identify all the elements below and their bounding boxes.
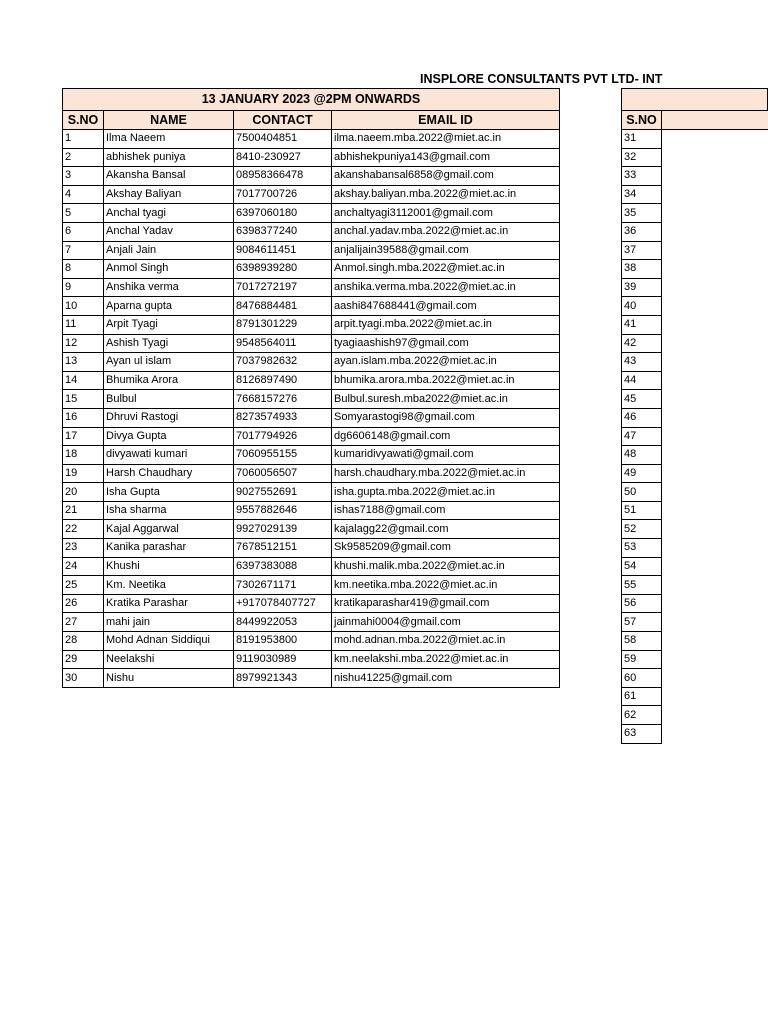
table-row [622, 594, 768, 613]
cell-contact: 8410-230927 [234, 148, 332, 167]
table-row [622, 353, 768, 372]
cell-sno: 40 [622, 297, 662, 316]
table-row [622, 669, 768, 688]
cell-email: anshika.verma.mba.2022@miet.ac.in [332, 278, 560, 297]
cell-clipped [661, 148, 767, 167]
cell-name: Km. Neetika [104, 576, 234, 595]
cell-name: Mohd Adnan Siddiqui [104, 632, 234, 651]
cell-sno: 6 [63, 222, 104, 241]
cell-sno: 20 [63, 483, 104, 502]
cell-clipped [661, 632, 767, 651]
cell-contact: 7037982632 [234, 353, 332, 372]
cell-email: Somyarastogi98@gmail.com [332, 408, 560, 427]
table-row [63, 334, 560, 353]
table-row [622, 148, 768, 167]
cell-sno: 24 [63, 557, 104, 576]
cell-contact: 8476884481 [234, 297, 332, 316]
cell-sno: 27 [63, 613, 104, 632]
table-row [63, 539, 560, 558]
cell-email: tyagiaashish97@gmail.com [332, 334, 560, 353]
cell-email: ishas7188@gmail.com [332, 501, 560, 520]
table-row [622, 260, 768, 279]
table-row [622, 725, 768, 744]
cell-name: Khushi [104, 557, 234, 576]
cell-sno: 3 [63, 167, 104, 186]
table-row [63, 297, 560, 316]
cell-email: kumaridivyawati@gmail.com [332, 446, 560, 465]
cell-contact: 6398377240 [234, 222, 332, 241]
cell-sno: 37 [622, 241, 662, 260]
cell-sno: 50 [622, 483, 662, 502]
column-header-email: EMAIL ID [332, 111, 560, 130]
column-header-row-right [622, 111, 768, 130]
cell-clipped [661, 687, 767, 706]
cell-email: akanshabansal6858@gmail.com [332, 167, 560, 186]
cell-sno: 18 [63, 446, 104, 465]
table-row [622, 334, 768, 353]
cell-clipped [661, 706, 767, 725]
cell-email: bhumika.arora.mba.2022@miet.ac.in [332, 371, 560, 390]
cell-email: abhishekpuniya143@gmail.com [332, 148, 560, 167]
table-row [622, 539, 768, 558]
cell-contact: 8126897490 [234, 371, 332, 390]
cell-sno: 10 [63, 297, 104, 316]
table-row [63, 353, 560, 372]
cell-name: Bulbul [104, 390, 234, 409]
cell-name: Akshay Baliyan [104, 185, 234, 204]
cell-clipped [661, 650, 767, 669]
cell-name: mahi jain [104, 613, 234, 632]
cell-sno: 30 [63, 669, 104, 688]
session-header-row-right [622, 89, 768, 111]
cell-sno: 55 [622, 576, 662, 595]
cell-name: Anchal Yadav [104, 222, 234, 241]
cell-sno: 17 [63, 427, 104, 446]
cell-name: Kratika Parashar [104, 594, 234, 613]
cell-sno: 2 [63, 148, 104, 167]
table-row [622, 446, 768, 465]
cell-clipped [661, 334, 767, 353]
cell-sno: 15 [63, 390, 104, 409]
cell-name: Dhruvi Rastogi [104, 408, 234, 427]
table-row [622, 408, 768, 427]
cell-name: Nishu [104, 669, 234, 688]
cell-name: Ashish Tyagi [104, 334, 234, 353]
cell-contact: 8791301229 [234, 315, 332, 334]
session-header-right-blank [661, 89, 767, 111]
cell-clipped [661, 408, 767, 427]
cell-email: harsh.chaudhary.mba.2022@miet.ac.in [332, 464, 560, 483]
cell-sno: 51 [622, 501, 662, 520]
column-header-sno: S.NO [63, 111, 104, 130]
cell-sno: 26 [63, 594, 104, 613]
cell-sno: 42 [622, 334, 662, 353]
cell-sno: 22 [63, 520, 104, 539]
cell-name: Arpit Tyagi [104, 315, 234, 334]
cell-sno: 60 [622, 669, 662, 688]
table-row [63, 222, 560, 241]
table-row [63, 167, 560, 186]
cell-clipped [661, 557, 767, 576]
table-row [63, 148, 560, 167]
cell-sno: 46 [622, 408, 662, 427]
cell-email: mohd.adnan.mba.2022@miet.ac.in [332, 632, 560, 651]
cell-sno: 8 [63, 260, 104, 279]
table-row [63, 408, 560, 427]
table-row [63, 594, 560, 613]
cell-clipped [661, 520, 767, 539]
cell-contact: 7060955155 [234, 446, 332, 465]
cell-name: abhishek puniya [104, 148, 234, 167]
cell-name: Anshika verma [104, 278, 234, 297]
cell-clipped [661, 278, 767, 297]
cell-contact: 9557882646 [234, 501, 332, 520]
cell-clipped [661, 576, 767, 595]
cell-sno: 23 [63, 539, 104, 558]
table-row [622, 464, 768, 483]
cell-sno: 41 [622, 315, 662, 334]
cell-sno: 9 [63, 278, 104, 297]
cell-sno: 53 [622, 539, 662, 558]
cell-contact: 6397060180 [234, 204, 332, 223]
cell-name: Kajal Aggarwal [104, 520, 234, 539]
cell-name: divyawati kumari [104, 446, 234, 465]
cell-contact: 8273574933 [234, 408, 332, 427]
cell-sno: 43 [622, 353, 662, 372]
cell-clipped [661, 539, 767, 558]
table-row [622, 687, 768, 706]
cell-sno: 49 [622, 464, 662, 483]
table-row [63, 315, 560, 334]
cell-sno: 45 [622, 390, 662, 409]
cell-name: Neelakshi [104, 650, 234, 669]
table-row [63, 260, 560, 279]
cell-email: Sk9585209@gmail.com [332, 539, 560, 558]
cell-contact: 8449922053 [234, 613, 332, 632]
cell-email: km.neelakshi.mba.2022@miet.ac.in [332, 650, 560, 669]
cell-email: arpit.tyagi.mba.2022@miet.ac.in [332, 315, 560, 334]
table-row [622, 632, 768, 651]
cell-email: ayan.islam.mba.2022@miet.ac.in [332, 353, 560, 372]
cell-sno: 11 [63, 315, 104, 334]
table-row [63, 464, 560, 483]
column-header-sno-right: S.NO [622, 111, 662, 130]
table-row [63, 650, 560, 669]
cell-name: Anjali Jain [104, 241, 234, 260]
column-header-name: NAME [104, 111, 234, 130]
table-row [63, 130, 560, 149]
cell-clipped [661, 483, 767, 502]
cell-contact: 9084611451 [234, 241, 332, 260]
cell-clipped [661, 390, 767, 409]
cell-name: Harsh Chaudhary [104, 464, 234, 483]
cell-clipped [661, 501, 767, 520]
cell-sno: 62 [622, 706, 662, 725]
cell-sno: 33 [622, 167, 662, 186]
cell-name: Ayan ul islam [104, 353, 234, 372]
table-row [622, 576, 768, 595]
cell-name: Ilma Naeem [104, 130, 234, 149]
cell-email: nishu41225@gmail.com [332, 669, 560, 688]
cell-sno: 61 [622, 687, 662, 706]
cell-clipped [661, 260, 767, 279]
cell-name: Bhumika Arora [104, 371, 234, 390]
cell-email: Anmol.singh.mba.2022@miet.ac.in [332, 260, 560, 279]
table-row [622, 297, 768, 316]
cell-clipped [661, 130, 767, 149]
cell-clipped [661, 613, 767, 632]
cell-contact: 6397383088 [234, 557, 332, 576]
attendee-table-right-clip [621, 88, 768, 788]
column-header-contact: CONTACT [234, 111, 332, 130]
cell-contact: 7500404851 [234, 130, 332, 149]
attendee-table-right [621, 88, 768, 744]
table-row [622, 130, 768, 149]
cell-contact: 7017794926 [234, 427, 332, 446]
cell-clipped [661, 371, 767, 390]
table-row [622, 483, 768, 502]
cell-clipped [661, 241, 767, 260]
cell-sno: 31 [622, 130, 662, 149]
cell-clipped [661, 427, 767, 446]
cell-sno: 28 [63, 632, 104, 651]
cell-sno: 59 [622, 650, 662, 669]
cell-sno: 21 [63, 501, 104, 520]
table-row [622, 427, 768, 446]
document-title: INSPLORE CONSULTANTS PVT LTD- INT [420, 72, 663, 86]
table-row [622, 613, 768, 632]
table-row [63, 278, 560, 297]
cell-email: ilma.naeem.mba.2022@miet.ac.in [332, 130, 560, 149]
cell-sno: 52 [622, 520, 662, 539]
cell-sno: 4 [63, 185, 104, 204]
cell-email: akshay.baliyan.mba.2022@miet.ac.in [332, 185, 560, 204]
cell-sno: 12 [63, 334, 104, 353]
cell-clipped [661, 446, 767, 465]
cell-sno: 56 [622, 594, 662, 613]
table-row [63, 576, 560, 595]
cell-name: Divya Gupta [104, 427, 234, 446]
cell-sno: 48 [622, 446, 662, 465]
table-row [63, 371, 560, 390]
cell-sno: 34 [622, 185, 662, 204]
cell-email: isha.gupta.mba.2022@miet.ac.in [332, 483, 560, 502]
cell-name: Isha Gupta [104, 483, 234, 502]
table-row [63, 427, 560, 446]
cell-email: anchal.yadav.mba.2022@miet.ac.in [332, 222, 560, 241]
table-row [622, 706, 768, 725]
cell-contact: 7060056507 [234, 464, 332, 483]
cell-clipped [661, 353, 767, 372]
cell-sno: 44 [622, 371, 662, 390]
cell-sno: 63 [622, 725, 662, 744]
cell-contact: 7678512151 [234, 539, 332, 558]
cell-email: kajalagg22@gmail.com [332, 520, 560, 539]
cell-sno: 47 [622, 427, 662, 446]
cell-sno: 57 [622, 613, 662, 632]
cell-name: Aparna gupta [104, 297, 234, 316]
session-header-row [63, 89, 560, 111]
cell-sno: 35 [622, 204, 662, 223]
cell-email: aashi847688441@gmail.com [332, 297, 560, 316]
cell-sno: 1 [63, 130, 104, 149]
cell-contact: 9548564011 [234, 334, 332, 353]
table-row [622, 222, 768, 241]
cell-contact: 9119030989 [234, 650, 332, 669]
table-row [622, 278, 768, 297]
cell-contact: 8979921343 [234, 669, 332, 688]
cell-sno: 16 [63, 408, 104, 427]
cell-name: Anmol Singh [104, 260, 234, 279]
cell-clipped [661, 594, 767, 613]
cell-sno: 38 [622, 260, 662, 279]
cell-sno: 36 [622, 222, 662, 241]
cell-contact: 9927029139 [234, 520, 332, 539]
cell-clipped [661, 315, 767, 334]
cell-contact: 9027552691 [234, 483, 332, 502]
cell-email: Bulbul.suresh.mba2022@miet.ac.in [332, 390, 560, 409]
cell-clipped [661, 185, 767, 204]
table-row [63, 241, 560, 260]
session-header: 13 JANUARY 2023 @2PM ONWARDS [63, 89, 560, 111]
table-row [622, 315, 768, 334]
cell-clipped [661, 725, 767, 744]
cell-sno: 13 [63, 353, 104, 372]
cell-sno: 54 [622, 557, 662, 576]
cell-contact: 6398939280 [234, 260, 332, 279]
table-row [622, 520, 768, 539]
cell-contact: 08958366478 [234, 167, 332, 186]
cell-email: km.neetika.mba.2022@miet.ac.in [332, 576, 560, 595]
cell-contact: +917078407727 [234, 594, 332, 613]
cell-clipped [661, 464, 767, 483]
table-row [622, 501, 768, 520]
cell-clipped [661, 297, 767, 316]
table-row [622, 204, 768, 223]
table-row [63, 557, 560, 576]
cell-name: Anchal tyagi [104, 204, 234, 223]
table-row [622, 185, 768, 204]
cell-sno: 58 [622, 632, 662, 651]
cell-clipped [661, 204, 767, 223]
cell-email: anchaltyagi3112001@gmail.com [332, 204, 560, 223]
cell-email: khushi.malik.mba.2022@miet.ac.in [332, 557, 560, 576]
attendee-table-left [62, 88, 560, 688]
cell-sno: 25 [63, 576, 104, 595]
cell-contact: 7668157276 [234, 390, 332, 409]
table-row [63, 632, 560, 651]
table-row [63, 483, 560, 502]
cell-sno: 32 [622, 148, 662, 167]
cell-contact: 7017700726 [234, 185, 332, 204]
table-row [63, 520, 560, 539]
table-row [63, 446, 560, 465]
cell-sno: 29 [63, 650, 104, 669]
table-row [622, 557, 768, 576]
cell-name: Isha sharma [104, 501, 234, 520]
table-row [622, 167, 768, 186]
cell-name: Akansha Bansal [104, 167, 234, 186]
session-header-right-blank [622, 89, 662, 111]
table-row [63, 501, 560, 520]
table-row [622, 650, 768, 669]
cell-contact: 7017272197 [234, 278, 332, 297]
cell-sno: 19 [63, 464, 104, 483]
cell-clipped [661, 222, 767, 241]
cell-sno: 14 [63, 371, 104, 390]
cell-email: jainmahi0004@gmail.com [332, 613, 560, 632]
cell-clipped [661, 669, 767, 688]
cell-sno: 5 [63, 204, 104, 223]
cell-email: anjalijain39588@gmail.com [332, 241, 560, 260]
table-row [622, 241, 768, 260]
cell-sno: 7 [63, 241, 104, 260]
table-row [622, 371, 768, 390]
column-header-row [63, 111, 560, 130]
cell-name: Kanika parashar [104, 539, 234, 558]
cell-clipped [661, 167, 767, 186]
cell-contact: 8191953800 [234, 632, 332, 651]
table-row [622, 390, 768, 409]
column-header-name-right [661, 111, 767, 130]
cell-sno: 39 [622, 278, 662, 297]
cell-email: dg6606148@gmail.com [332, 427, 560, 446]
table-row [63, 185, 560, 204]
table-row [63, 390, 560, 409]
cell-contact: 7302671171 [234, 576, 332, 595]
table-row [63, 204, 560, 223]
table-row [63, 613, 560, 632]
table-row [63, 669, 560, 688]
cell-email: kratikaparashar419@gmail.com [332, 594, 560, 613]
